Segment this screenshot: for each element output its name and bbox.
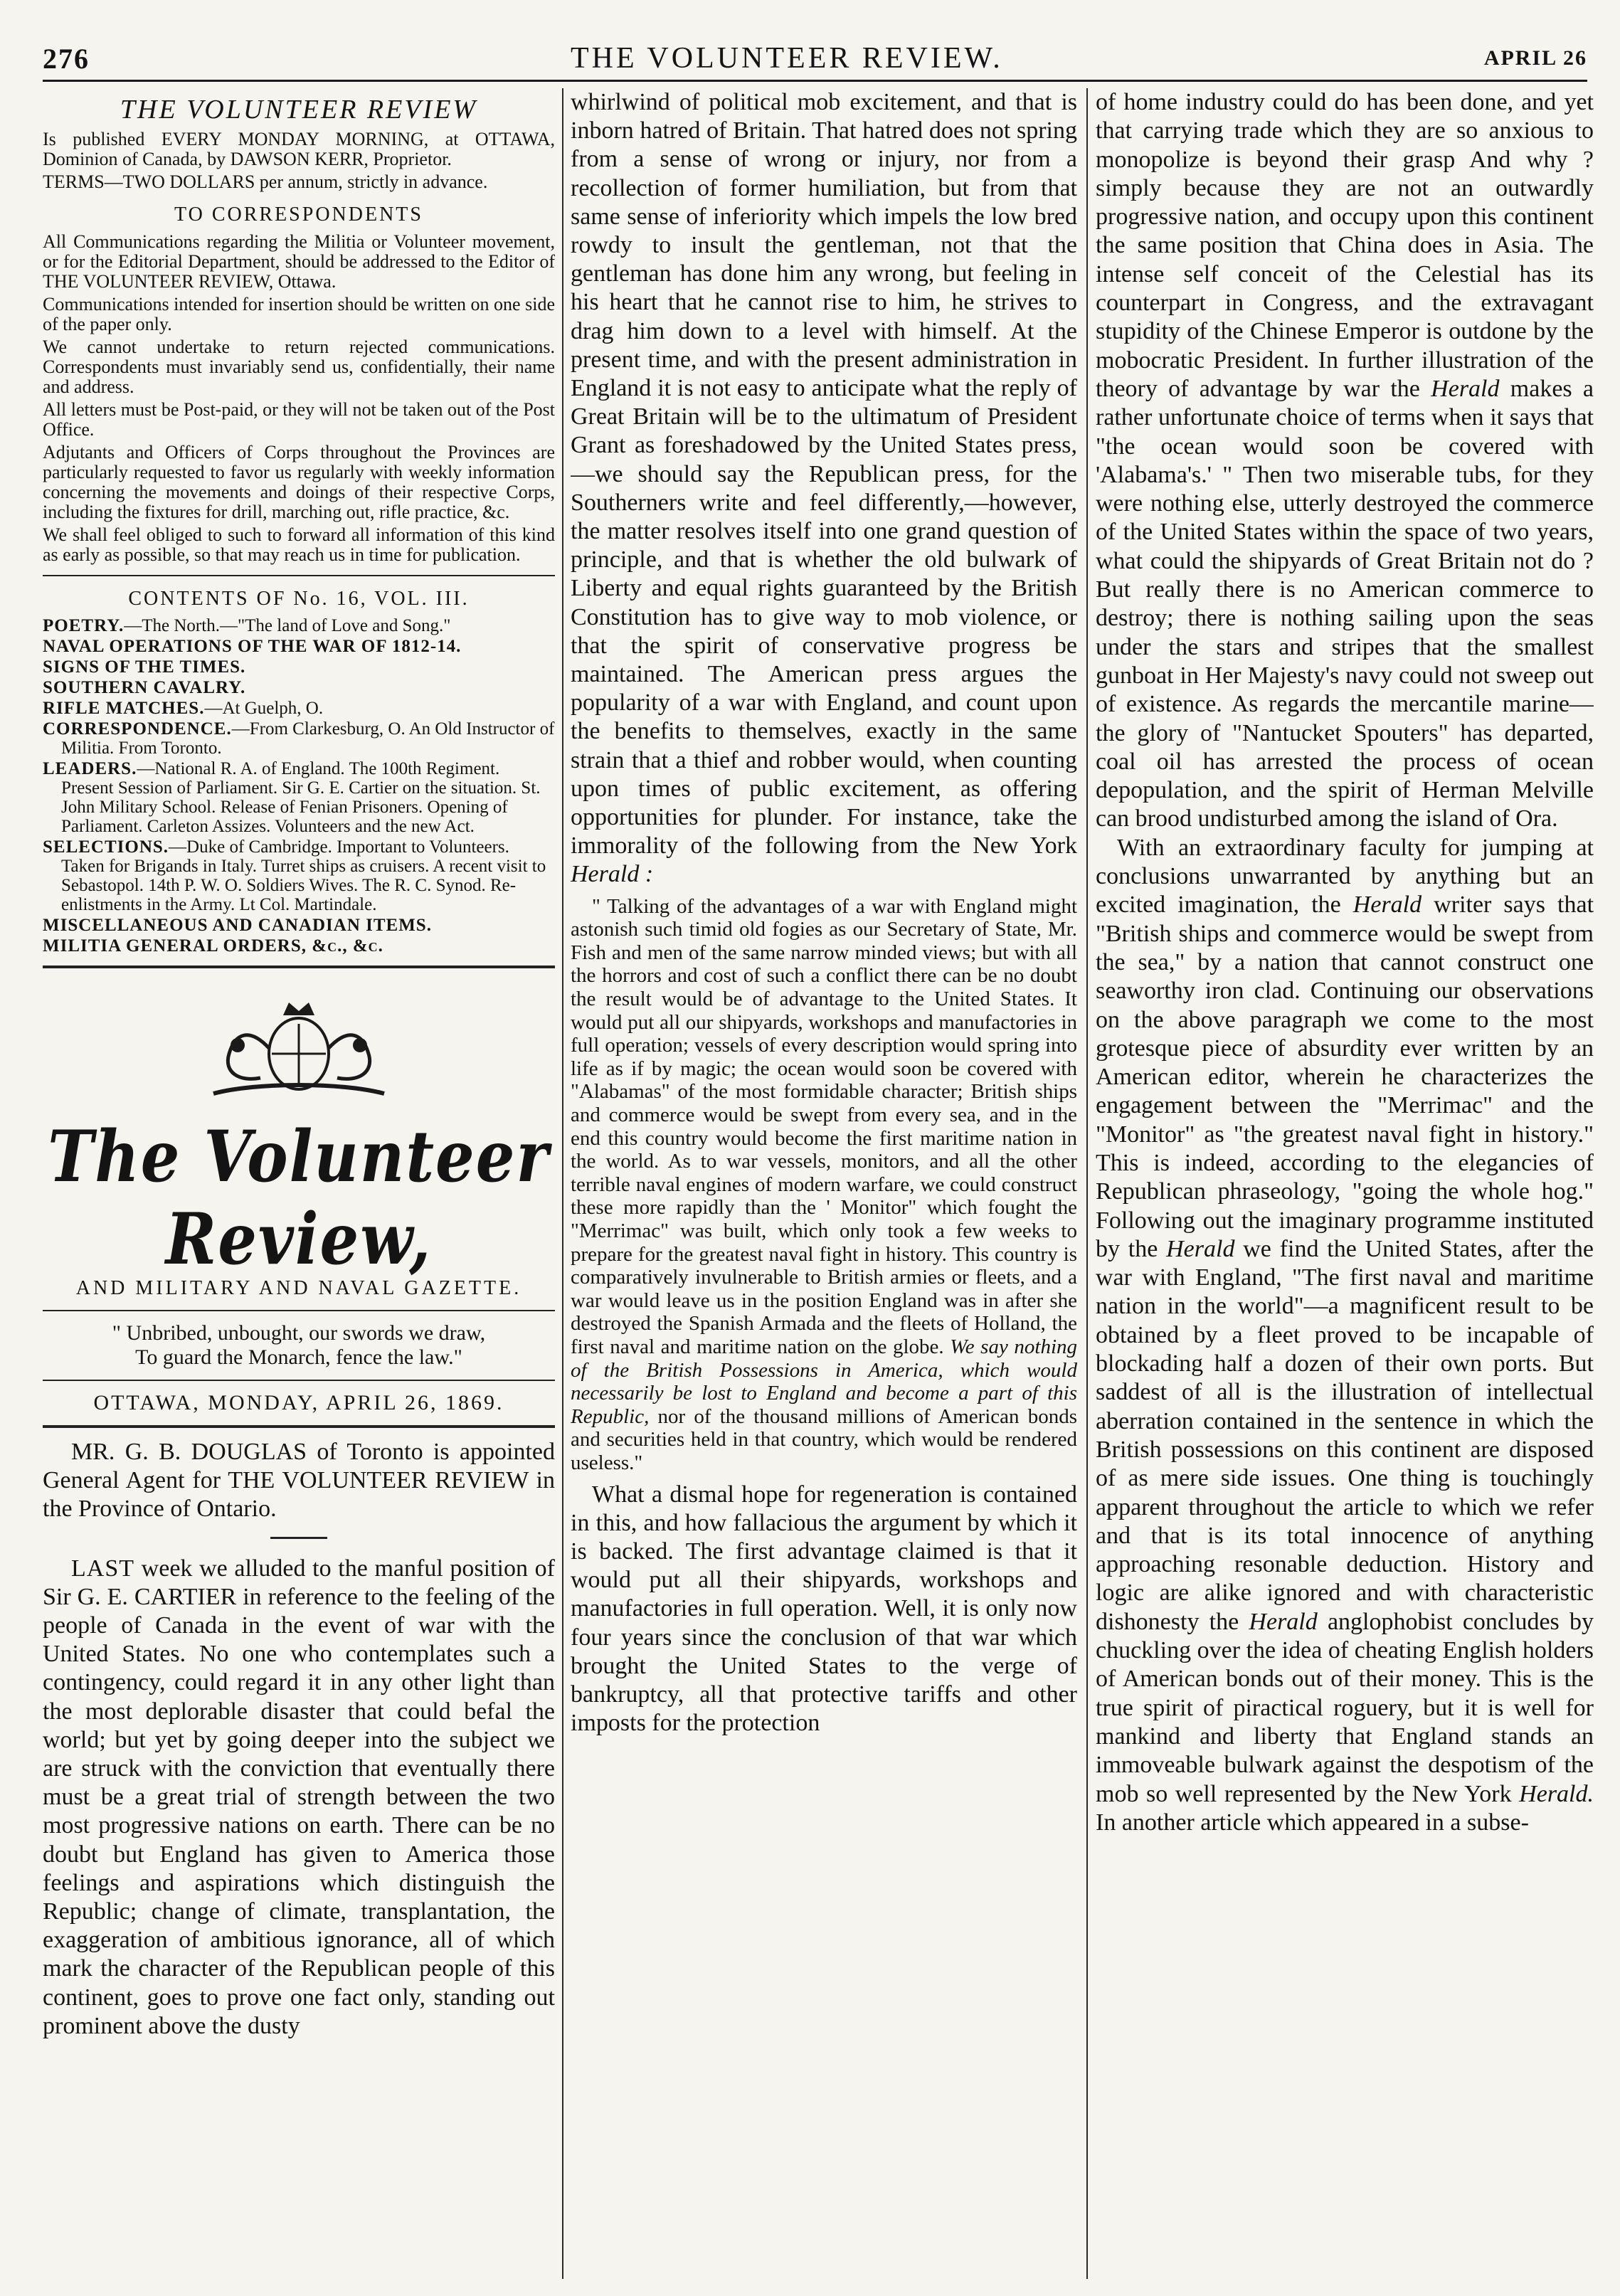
royal-arms-emblem-icon [192,998,406,1105]
divider [43,575,555,576]
motto-line: To guard the Monarch, fence the law." [135,1345,462,1369]
correspondents-paragraph: Adjutants and Officers of Corps throughout the Provinces are particularly requested to favor us regularly with weekly information concerning the movements and doings of their respective Corps, including the fixtures for drill, marching out, rifle practice, &c. [43,442,555,522]
article-paragraph: With an extraordinary faculty for jumping at conclusions unwarranted by anything but an excited imagination, the Herald writer says that "British ships and commerce would be swept from the sea," by a nation that cannot construct one seaworthy iron clad. Continuing our observations on the above paragraph we come to the most grotesque piece of absurdity ever written by an American editor, wherein he characterizes the engagement between the "Merrimac" and the "Monitor" as "the greatest naval fight in history." This is indeed, according to the elegancies of Republican phraseology, "going the whole hog." Following out the imaginary programme instituted by the Herald we find the United States, after the war with England, "The first naval and maritime nation in the world"—a magnificent result to be obtained by a fleet proved to be incapable of blockading half a dozen of their own ports. But saddest of all is the illustration of intellectual aberration contained in the sentence in which the British possessions on this continent are disposed of as mere side issues. One thing is touchingly apparent throughout the article to which we refer and that is its total innocence of anything approaching resonable deduction. History and logic are alike ignored and with characteristic dishonesty the Herald anglophobist concludes by chuckling over the idea of cheating English holders of American bonds out of their money. This is the true spirit of piractical roguery, but it is well for mankind and liberty that England stands an immoveable bulwark against the despotism of the mob so well represented by the New York Herald. In another article which appeared in a subse- [1096,834,1594,1836]
contents-item: CORRESPONDENCE.—From Clarkesburg, O. An Old Instructor of Militia. From Toronto. [43,719,555,758]
contents-heading: CONTENTS OF No. 16, VOL. III. [128,588,470,610]
contents-item: SELECTIONS.—Duke of Cambridge. Important to Volunteers. Taken for Brigands in Italy. Turret ships as cruisers. A recent visit to Sebastopol. 14th P. W. O. Soldiers Wives. The R. C. Synod. Re-enlistments in the Army. Lt Col. Martindale. [43,837,546,914]
short-divider [270,1537,327,1539]
divider [43,1380,555,1381]
terms: TERMS—TWO DOLLARS per annum, strictly in advance. [43,171,488,192]
masthead-subtitle: AND MILITARY AND NAVAL GAZETTE. [75,1277,522,1299]
contents-item: SOUTHERN CAVALRY. [43,678,246,697]
divider [43,1425,555,1428]
newspaper-name: Herald : [571,861,654,888]
quote-italic: We say nothing of the British Possessions in America, which would necessarily be lost to England and become a part of this Republic, [571,1335,1077,1428]
article-paragraph: of home industry could do has been done, and yet that carrying trade which they are so anxious to monopolize is beyond their grasp And why ? simply because they are not an outwardly progressive nation, and occupy upon this continent the same position that China does in Asia. The intense self conceit of the Celestial has its counterpart in Congress, and the extravagant stupidity of the Chinese Emperor is outdone by the mobocratic President. In further illustration of the theory of advantage by war the Herald makes a rather unfortunate choice of terms when it says that "the ocean would soon be covered with 'Alabama's.' " Then two miserable tubs, for they were nothing else, utterly destroyed the commerce of the United States within the space of two years, what could the shipyards of Great Britain not do ? But really there is no American commerce to destroy; there is nothing sailing upon the seas under the stars and stripes that the smallest gunboat in Her Majesty's navy could not sweep out of existence. As regards the mercantile marine—the glory of "Nantucket Spouters" has departed, coal oil has arrested the process of ocean depopulation, and the spirit of Herman Melville can brood undisturbed among the island of Ora. [1096,89,1594,832]
column-rule [562,88,563,2279]
column-2 [571,88,1077,2279]
contents-list [43,616,555,956]
divider [43,1310,555,1311]
column-rule [1086,88,1088,2279]
page-number: 276 [43,42,90,75]
contents-item: SIGNS OF THE TIMES. [43,657,246,677]
contents-item: MILITIA GENERAL ORDERS, &c., &c. [43,936,383,956]
contents-item: RIFLE MATCHES.—At Guelph, O. [43,699,324,718]
correspondents-paragraph: All Communications regarding the Militia or Volunteer movement, or for the Editorial Department, should be addressed to the Editor of THE VOLUNTEER REVIEW, Ottawa. [43,231,555,292]
contents-item: LEADERS.—National R. A. of England. The 100th Regiment. Present Session of Parliament. Sir G. E. Cartier on the situation. St. John Military School. Release of Fenian Prisoners. Opening of Parliament. Carleton Assizes. Volunteers and the new Act. [43,759,541,836]
motto-line: " Unbribed, unbought, our swords we draw, [112,1321,486,1345]
correspondents-paragraph: We cannot undertake to return rejected communications. Correspondents must invariably send us, confidentially, their name and address. [43,337,555,397]
divider [43,966,555,968]
masthead-title: The Volunteer Review, [48,1115,550,1281]
correspondents-paragraph: We shall feel obliged to such to forward all information of this kind as early as possible, so that may reach us in time for publication. [43,524,555,565]
correspondents-paragraph: Communications intended for insertion should be written on one side of the paper only. [43,294,555,334]
correspondents-heading: TO CORRESPONDENTS [174,203,423,226]
contents-item: MISCELLANEOUS AND CANADIAN ITEMS. [43,916,432,935]
article-paragraph: What a dismal hope for regeneration is contained in this, and how fallacious the argument by which it is backed. The first advantage claimed is that it would put all their shipyards, workshops and manufactories in full operation. Well, it is only now four years since the conclusion of that war which brought the United States to the verge of bankruptcy, all that protective tariffs and other imposts for the protection [571,1481,1077,1737]
correspondents-paragraph: All letters must be Post-paid, or they will not be taken out of the Post Office. [43,399,555,440]
running-date: APRIL 26 [1483,46,1587,70]
column-3 [1096,88,1594,2279]
article-first-word: LAST [71,1555,134,1582]
article-text: week we alluded to the manful position of Sir G. E. CARTIER in reference to the feeling of the people of Canada in the event of war with the United States. No one who contemplates such a contingency, could regard it in any other light than the most deplorable disaster that could befal the world; but yet by going deeper into the subject we are struck with the conviction that eventually there must be a great trial of strength between the two most progressive nations on earth. There can be no doubt but England has given to America those feelings and aspirations which distinguish the Republic; change of climate, transplantation, the exaggeration of ambitious ignorance, all of which mark the character of the Republican people of this continent, goes to prove one fact only, standing out prominent above the dusty [43,1555,555,2039]
article-paragraph: whirlwind of political mob excitement, and that is inborn hatred of Britain. That hatred does not spring from a sense of wrong or injury, nor from a recollection of former humiliation, but from that same sense of inferiority which impels the low bred rowdy to insult the gentleman, not that the gentleman has done him any wrong, but feeling in his heart that he cannot rise to him, he strives to drag him down to a level with himself. At the present time, and with the present administration in England it is not easy to anticipate what the reply of Great Britain will be to the ultimatum of President Grant as foreshadowed by the United States press,—we should say the Republican press, for the Southerners write and feel differently,—however, the matter resolves itself into one grand question of principle, and that is whether the old bulwark of Liberty and equal rights guaranteed by the British Constitution has to give way to mob violence, or that the spirit of conservative progress be maintained. The American press argues the popularity of a war with England, and count upon the benefits to themselves, exactly in the same strain that a thief and robber would, when counting upon times of public excitement, as offering opportunities for plunder. For instance, take the immorality of the following from the New York Herald : [571,89,1077,888]
herald-quote: " Talking of the advantages of a war with England might astonish such timid old fogies as our Secretary of State, Mr. Fish and men of the same narrow minded views; but with all the horrors and cost of such a conflict there can be no doubt the result would be of advantage to the United States. It would put all our shipyards, workshops and manufactories in full operation; vessels of every description would spring into life as if by magic; the ocean would soon be covered with "Alabamas" of the most formidable character; British ships and commerce would be swept from every sea, and in the end this country would become the first maritime nation in the world. As to war vessels, monitors, and all the other terrible naval engines of modern warfare, we could construct these more rapidly than the ' Monitor" which fought the "Merrimac" was built, which only took a few weeks to prepare for the greatest naval fight in history. This country is comparatively invulnerable to British armies or fleets, and a war would leave us in the position England was in after she destroyed the Spanish Armada and the fleets of Holland, the first naval and maritime nation on the globe. We say nothing of the British Possessions in America, which would necessarily be lost to England and become a part of this Republic, nor of the thousand millions of American bonds and securities held in that country, which would be rendered useless." [571,894,1077,1474]
contents-item: POETRY.—The North.—"The land of Love and Song." [43,616,451,635]
running-title: THE VOLUNTEER REVIEW. [571,42,1003,75]
agent-notice: MR. G. B. DOUGLAS of Toronto is appointed General Agent for THE VOLUNTEER REVIEW in the Province of Ontario. [43,1439,555,1523]
motto [43,1321,555,1370]
masthead-name: THE VOLUNTEER REVIEW [120,95,478,125]
running-head [43,37,1587,82]
contents-item: NAVAL OPERATIONS OF THE WAR OF 1812-14. [43,637,462,656]
column-1 [43,88,555,2279]
publication-info: Is published EVERY MONDAY MORNING, at OTTAWA, Dominion of Canada, by DAWSON KERR, Proprietor. [43,129,555,169]
article-paragraph [43,1555,555,2041]
dateline: OTTAWA, MONDAY, APRIL 26, 1869. [93,1391,504,1414]
